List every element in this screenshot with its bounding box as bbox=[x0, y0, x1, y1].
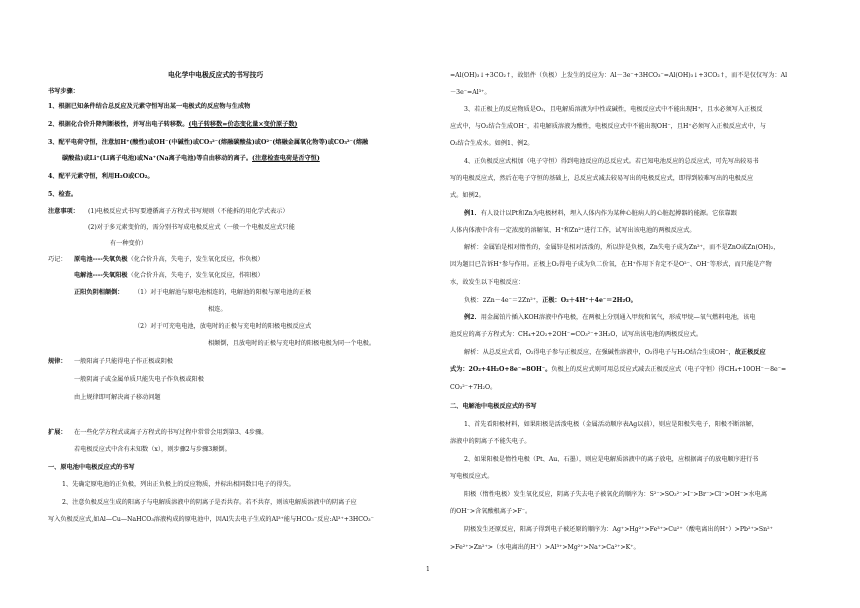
anode-order-cont: 的OH⁻>含氧酸根离子>F⁻。 bbox=[450, 508, 532, 515]
analysis-2-cont bbox=[450, 363, 786, 376]
section-1-para-2: 2、注意负极反应生成的阳离子与电解质溶液中的阴离子是否共存。若不共存，则该电解质溶液中的阴离子应 bbox=[62, 499, 357, 506]
analysis-1-cont-1: 因为题目已告诉H⁺参与作用。正极上O₂得电子成为负二价氧，在H⁺作用下肯定不是O²⁻、OH⁻等形式，而只能是产物 bbox=[450, 261, 772, 268]
equation-1-anode: 2Zn－4e⁻＝2Zn²⁺， bbox=[482, 297, 543, 304]
cathode-order-cont: >Fe²⁺>Zn²⁺>（水电离出的H⁺）>Al³⁺>Mg²⁺>Na⁺>Ca²⁺>K⁺。 bbox=[450, 544, 640, 551]
tip-1-desc: （化合价升高，失电子，发生氧化反应，作负极） bbox=[127, 256, 264, 263]
analysis-2 bbox=[464, 346, 766, 359]
example-2 bbox=[464, 311, 756, 324]
analysis-2-label: 解析： bbox=[464, 349, 483, 356]
document-title: 电化学中电极反应式的书写技巧 bbox=[168, 71, 264, 79]
example-2-text: 用金属铂片插入KOH溶液中作电极，在两极上分别通入甲烷和氧气，形成甲烷—氧气燃料电池，该电 bbox=[480, 314, 756, 321]
section-2-heading: 二、电解池中电极反应式的书写 bbox=[450, 403, 537, 410]
analysis-2-cont-2: CO₃²⁻+7H₂O。 bbox=[450, 384, 497, 391]
equation-1-label: 负极： bbox=[464, 297, 483, 304]
analysis-1-label: 解析： bbox=[464, 244, 483, 251]
rule-1: （1）对于电解池与原电池相连的，电解池的阳极与原电池的正极 bbox=[134, 289, 312, 296]
step-4: 4、配平元素守恒，利用H₂O或CO₂。 bbox=[48, 173, 154, 180]
section-2-para-2: 2、如果阳极是惰性电极（Pt、Au、石墨），则应是电解质溶液中的离子放电，应根据离子的放电顺序进行书 bbox=[464, 456, 759, 463]
para-4-cont-2: 式。如例2。 bbox=[450, 192, 485, 199]
equation-1-cathode: 正极：O₂＋4H⁺＋4e⁻＝2H₂O。 bbox=[542, 297, 637, 304]
analysis-1-cont-2: 水，故发生以下电极反应： bbox=[450, 279, 525, 286]
note-2-cont: 有一种变价） bbox=[110, 240, 148, 247]
tip-2-desc: （化合价升高，失电子，发生氧化反应，作阳极） bbox=[127, 272, 264, 279]
rule-1-cont: 相连。 bbox=[208, 306, 227, 313]
section-1-para-1: 1、先确定原电池的正负极，列出正负极上的反应物质，并标出相同数目电子的得失。 bbox=[62, 481, 295, 488]
cathode-order: 阴极发生还原反应，阳离子得到电子被还原的顺序为：Ag⁺>Hg²⁺>Fe³⁺>Cu²⁺（酸电离出的H⁺）>Pb²⁺>Sn²⁺ bbox=[464, 526, 773, 533]
right-line-1: =Al(OH)₃↓+3CO₂↑，故铝件（负极）上发生的反应为：Al－3e⁻+3HCO₃⁻=Al(OH)₃↓+3CO₂↑，而不是仅仅写为：Al bbox=[450, 72, 788, 79]
example-2-label: 例2． bbox=[464, 314, 481, 321]
rule-2: （2）对于可充电电池，放电时的正极与充电时的阳极电极反应式 bbox=[134, 323, 312, 330]
example-1 bbox=[464, 207, 737, 220]
extension-label: 扩展： bbox=[48, 429, 67, 436]
example-1-label: 例1． bbox=[464, 210, 481, 217]
para-3-cont-1: 应式中，与O₂结合生成OH⁻，若电解质溶液为酸性，电极反应式中不能出现OH⁻，且H⁺必须写入正极反应式中，与 bbox=[450, 123, 766, 130]
analysis-2-bold: 故正极反应 bbox=[734, 349, 766, 356]
anode-order: 阳极（惰性电极）发生氧化反应，阴离子失去电子被氧化的顺序为：S²⁻>SO₃²⁻>I⁻>Br⁻>Cl⁻>OH⁻>水电离 bbox=[464, 491, 768, 498]
example-1-cont: 人体内体液中含有一定浓度的溶解氧、H⁺和Zn²⁺进行工作，试写出该电池的两极反应式。 bbox=[450, 227, 696, 234]
step-2-note: (电子转移数=价态变化量×变价原子数) bbox=[188, 121, 298, 128]
note-1: (1)电极反应式书写要遵循离子方程式书写规则（不能拆的用化学式表示） bbox=[88, 208, 289, 215]
analysis-2-anode: 负极上的反应式则可用总反应式减去正极反应式（电子守恒）得CH₄+10OH⁻－8e⁻= bbox=[551, 366, 787, 373]
analysis-2-cathode: 式为：2O₂+4H₂O+8e⁻=8OH⁻。 bbox=[450, 366, 552, 373]
section-1-heading: 一、原电池中电极反应式的书写 bbox=[48, 464, 135, 471]
step-2 bbox=[48, 118, 297, 131]
analysis-1-text: 金属铂是相对惰性的，金属锌是相对活泼的，所以锌是负极，Zn失电子成为Zn²⁺，而不是ZnO或Zn(OH)₂， bbox=[482, 244, 780, 251]
section-2-para-1: 1、首先看阳极材料，如果阳极是活泼电极（金属活动顺序表Ag以前），则应是阳极失电子，阳极不断溶解， bbox=[464, 421, 758, 428]
step-3-cont bbox=[62, 152, 320, 165]
analysis-2-text: 从总反应式看，O₂得电子参与正极反应，在强碱性溶液中，O₂得电子与H₂O结合生成OH⁻， bbox=[482, 349, 735, 356]
law-2: 一般阴离子或金属单质只能失电子作负极或阳极 bbox=[74, 376, 204, 383]
tip-label: 巧记： bbox=[48, 256, 67, 263]
step-3-note: (注意检查电荷是否守恒) bbox=[252, 155, 320, 162]
steps-heading: 书写步骤： bbox=[48, 88, 79, 95]
equation-1 bbox=[464, 294, 637, 307]
rule-heading: 正阳负阴相颠倒： bbox=[74, 289, 124, 296]
tip-1 bbox=[74, 253, 264, 266]
step-1: 1、根据已知条件结合总反应及元素守恒写出某一电极式的反应物与生成物 bbox=[48, 103, 251, 110]
example-2-cont: 池反应的离子方程式为：CH₄+2O₂+2OH⁻=CO₃²⁻+3H₂O，试写出该电池的两极反应式。 bbox=[450, 331, 703, 338]
rule-2-cont: 相颠倒，且放电时的正极与充电时的阳极电极为同一个电极。 bbox=[208, 340, 376, 347]
section-2-para-2-cont: 写电极反应式。 bbox=[450, 473, 494, 480]
para-3-cont-2: O₂结合生成水。如例1、例2。 bbox=[450, 140, 534, 147]
para-4-cont-1: 写的电极反应式，然后在电子守恒的基础上，总反应式减去较易写出的电极反应式，即得到较难写出的电极反应 bbox=[450, 175, 754, 182]
example-1-text: 有人设计以Pt和Zn为电极材料，埋入人体内作为某种心脏病人的心脏起搏器的能源。它依靠跟 bbox=[480, 210, 737, 217]
step-5: 5、检查。 bbox=[48, 191, 78, 198]
note-2: (2)对于多元素变价的，需分别书写成电极反应式（一般一个电极反应式只能 bbox=[88, 224, 295, 231]
tip-2-key: 电解池----失氧阳极 bbox=[74, 272, 128, 279]
notes-heading: 注意事项： bbox=[48, 208, 79, 215]
page-number: 1 bbox=[426, 566, 430, 573]
law-3: 由上规律即可解决离子移动问题 bbox=[74, 394, 161, 401]
law-label: 规律： bbox=[48, 358, 67, 365]
analysis-1 bbox=[464, 241, 779, 254]
para-3: 3、若正极上的反应物质是O₂，且电解质溶液为中性或碱性，电极反应式中不能出现H⁺，且水必须写入正极反 bbox=[464, 106, 763, 113]
tip-2 bbox=[74, 269, 264, 282]
extension-2: 若电极反应式中含有未知数（x），则步骤2与步骤3颠倒。 bbox=[74, 446, 231, 453]
law-1: 一般阳离子只能得电子作正极或阴极 bbox=[74, 358, 173, 365]
step-3: 3、配平电荷守恒，注意加H⁺(酸性)或OH⁻(中碱性)或CO₃²⁻(熔融碳酸盐)或O²⁻(熔融金属氧化物等)或CO₃²⁻(熔融 bbox=[48, 139, 369, 146]
section-2-para-1-cont: 溶液中的阴离子不能失电子。 bbox=[450, 438, 531, 445]
step-3-text-cont: 碳酸盐)或Li⁺(Li离子电池)或Na⁺(Na离子电池)等自由移动的离子。 bbox=[62, 155, 253, 162]
para-4: 4、正负极反应式相加（电子守恒）得到电池反应的总反应式。若已知电池反应的总反应式，可先写出较易书 bbox=[464, 158, 759, 165]
right-line-2: －3e⁻=Al³⁺。 bbox=[450, 89, 491, 96]
extension-1: 在一些化学方程式或离子方程式的书写过程中常常会用到第3、4步骤。 bbox=[74, 429, 268, 436]
section-1-para-2-cont: 写入负极反应式,如Al—Cu—NaHCO₃溶液构成的原电池中，因Al失去电子生成的Al³⁺能与HCO₃⁻反应:Al³⁺+3HCO₃⁻ bbox=[48, 516, 374, 523]
tip-1-key: 原电池----失氧负极 bbox=[74, 256, 128, 263]
step-2-text: 2、根据化合价升降判断极性，并写出电子转移数。 bbox=[48, 121, 189, 128]
